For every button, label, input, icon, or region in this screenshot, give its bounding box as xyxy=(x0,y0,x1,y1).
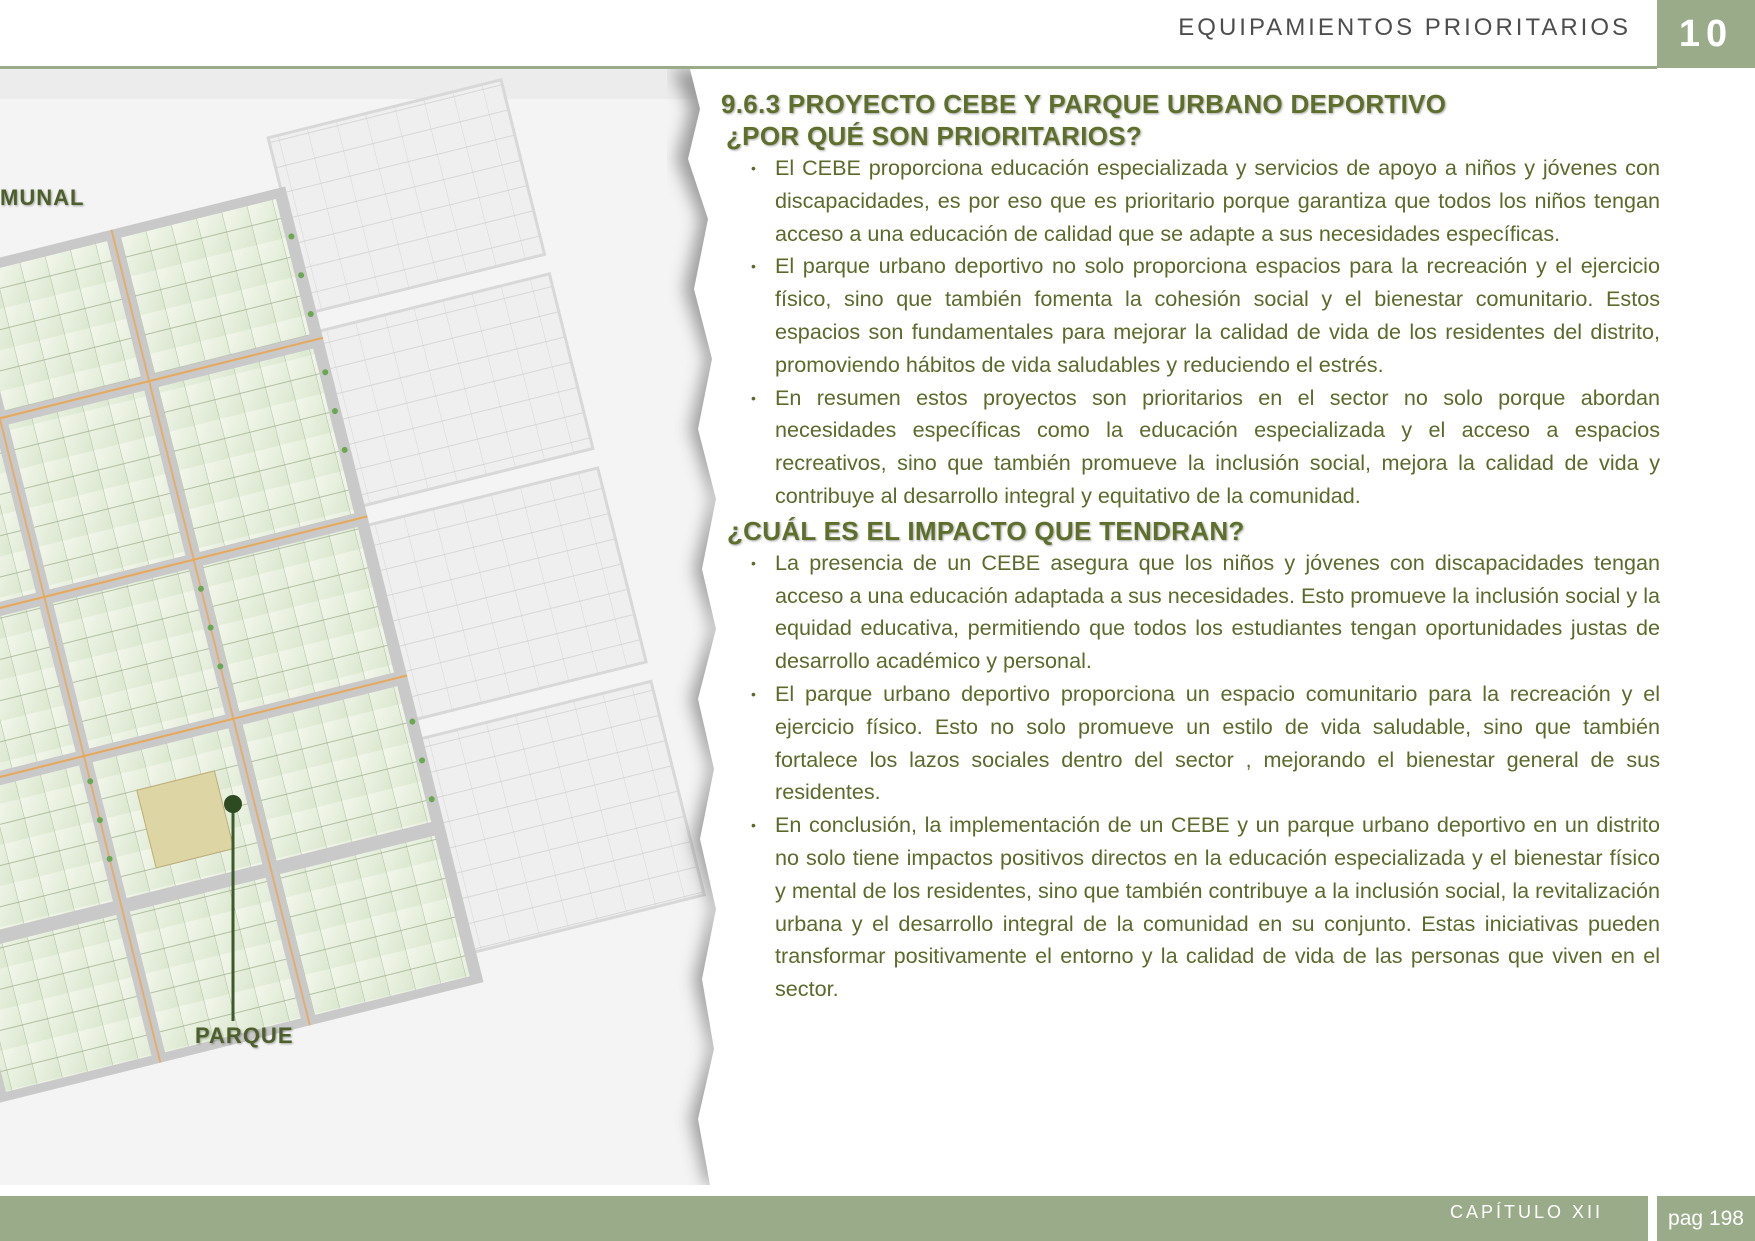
map-label-communal: MUNAL xyxy=(0,185,85,210)
list-item: • El parque urbano deportivo no solo proporciona espacios para la recreación y el ejercicio físico, sino que también fomenta la cohesión social y el bienestar comunitario. Estos espacios son fundamentales para mejorar la calidad de vida de los residentes del distrito, promoviendo hábitos de vida saludables y reduciendo el estrés. xyxy=(715,250,1660,381)
list-item: • En conclusión, la implementación de un CEBE y un parque urbano deportivo en un distrito no solo tiene impactos positivos directos en la educación especializada y el bienestar físico y mental de los residentes, sino que también contribuye a la inclusión social, la revitalización urbana y el desarrollo integral de la comunidad en su conjunto. Estas iniciativas pueden transformar positivamente el entorno y la calidad de vida de las personas que viven en el sector. xyxy=(715,809,1660,1006)
page-number-badge: pag 198 xyxy=(1657,1196,1755,1241)
footer-chapter-label: CAPÍTULO XII xyxy=(1449,1202,1603,1222)
impact-bullet-list xyxy=(715,547,1660,1006)
chapter-number-badge: 10 xyxy=(1657,0,1755,68)
list-item: • En resumen estos proyectos son prioritarios en el sector no solo porque abordan necesidades específicas como la educación especializada y el acceso a espacios recreativos, sino que también promueve la inclusión social, mejora la calidad de vida y contribuye al desarrollo integral y equitativo de la comunidad. xyxy=(715,382,1660,513)
footer-bar xyxy=(0,1196,1648,1241)
priority-bullet-list xyxy=(715,152,1660,513)
list-item: • El CEBE proporciona educación especializada y servicios de apoyo a niños y jóvenes con discapacidades, es por eso que es prioritario porque garantiza que todos los niños tengan acceso a una educación de calidad que se adapte a sus necesidades específicas. xyxy=(715,152,1660,250)
priority-question-heading: ¿POR QUÉ SON PRIORITARIOS? xyxy=(726,121,1143,151)
list-item: • La presencia de un CEBE asegura que los niños y jóvenes con discapacidades tengan acceso a una educación adaptada a sus necesidades. Esto promueve la inclusión social y la equidad educativa, permitiendo que todos los estudiantes tengan oportunidades justas de desarrollo académico y personal. xyxy=(715,547,1660,678)
section-title: EQUIPAMIENTOS PRIORITARIOS xyxy=(1178,14,1631,41)
map-label-parque: PARQUE xyxy=(195,1023,294,1048)
urban-plan-map xyxy=(0,69,720,1185)
main-content xyxy=(715,88,1660,1006)
impact-question-heading: ¿CUÁL ES EL IMPACTO QUE TENDRAN? xyxy=(727,515,1245,546)
urban-plan-drawing xyxy=(0,69,720,1185)
list-item: • El parque urbano deportivo proporciona un espacio comunitario para la recreación y el ejercicio físico. Esto no solo promueve un estilo de vida saludable, sino que también fortalece los lazos sociales dentro del sector , mejorando el bienestar general de sus residentes. xyxy=(715,678,1660,809)
section-heading: 9.6.3 PROYECTO CEBE Y PARQUE URBANO DEPORTIVO xyxy=(721,89,1447,119)
